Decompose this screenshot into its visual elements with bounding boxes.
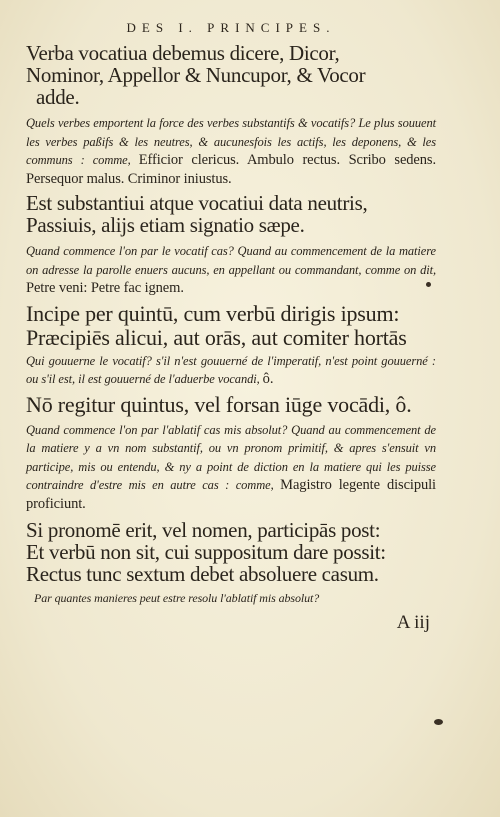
gloss-paragraph — [26, 114, 436, 188]
ink-mark — [426, 282, 431, 287]
gloss-example: Efficior clericus. Ambulo rectus. Scribo sedens. Persequor malus. Criminor iniustus. — [26, 152, 436, 187]
verse-block — [26, 519, 436, 585]
verse-line: adde. — [36, 85, 80, 109]
verse-block — [26, 393, 436, 417]
gloss-example: Petre veni: Petre fac ignem. — [26, 280, 184, 296]
gloss-paragraph — [26, 352, 436, 389]
verse-line: Passiuis, alijs etiam signatio sæpe. — [26, 213, 305, 237]
gloss-text: Qui gouuerne le vocatif? s'il n'est gouuerné de l'imperatif, n'est point gouuerné : ou s'il est, il est gouuerné de l'aduerbe vocandi, — [26, 353, 436, 386]
gloss-paragraph — [26, 589, 436, 608]
gloss-example: Magistro legente discipuli proficiunt. — [26, 477, 436, 512]
verse-line: Incipe per quintū, cum verbū dirigis ipsum: — [26, 300, 400, 326]
gloss-text: Quand commence l'on par le vocatif cas? Quand au commencement de la matiere on adresse la parolle enuers aucuns, en appellant ou commandant, comme on dit, — [26, 244, 436, 277]
verse-line: Nominor, Appellor & Nuncupor, & Vocor — [26, 63, 366, 87]
gloss-text: Quand commence l'on par l'ablatif cas mis absolut? Quand au commencement de la matiere y a vn nom substantif, ou vn pronom primitif, & apres s'ensuit vn participe, mis ou entendu, & ny a point de diction en la matiere qui les puisse contraindre d'estre mis en autre cas : comme, — [26, 422, 436, 492]
verse-block — [26, 192, 436, 236]
verse-line: Præcipiēs alicui, aut orās, aut comiter hortās — [26, 324, 407, 350]
gloss-text: Par quantes manieres peut estre resolu l'ablatif mis absolut? — [34, 591, 320, 605]
verse-line: Si pronomē erit, vel nomen, participās post: — [26, 518, 381, 542]
gloss-example: ô. — [262, 371, 274, 387]
verse-line: Verba vocatiua debemus dicere, Dicor, — [26, 41, 340, 65]
verse-block — [26, 42, 436, 108]
running-head: DES I. PRINCIPES. — [126, 20, 336, 35]
verse-block — [26, 302, 436, 350]
ink-mark — [434, 719, 443, 725]
verse-line: Rectus tunc sextum debet absoluere casum. — [26, 562, 379, 586]
verse-line: Est substantiui atque vocatiui data neutris, — [26, 191, 368, 215]
signature-mark: A iij — [396, 611, 430, 633]
verse-line: Et verbū non sit, cui suppositum dare possit: — [26, 540, 386, 564]
gloss-text: Quels verbes emportent la force des verbes substantifs & vocatifs? Le plus souuent les verbes paßifs & les neutres, & aucunesfois les actifs, les deponens, & les communs : comme, — [26, 116, 436, 167]
gloss-paragraph — [26, 421, 436, 514]
verse-line: Nō regitur quintus, vel forsan iūge vocādi, ô. — [26, 391, 412, 417]
gloss-paragraph — [26, 242, 436, 298]
